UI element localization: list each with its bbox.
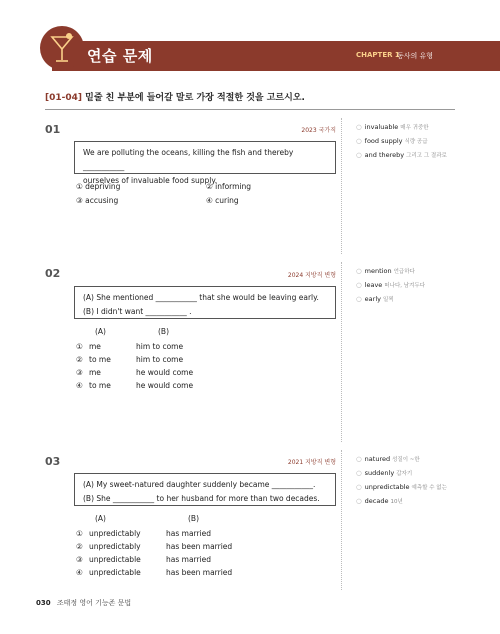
book-title: 조태정 영어 기능존 문법 (56, 599, 132, 607)
choice-b: he would come (136, 368, 194, 377)
chapter-title: 동사의 유형 (397, 52, 434, 60)
instruction-text: 밑줄 친 부분에 들어갈 말로 가장 적절한 것을 고르시오. (85, 93, 305, 103)
question-number: 03 (45, 455, 61, 468)
question-line: (A) She mentioned ___________ that she would be leaving early. (83, 293, 319, 302)
choice-number[interactable]: ③ (76, 368, 83, 377)
question-box (74, 141, 336, 185)
cocktail-glass-icon (49, 31, 75, 65)
chapter-label: CHAPTER 1 (356, 51, 400, 59)
choice-b: him to come (136, 342, 184, 351)
choice-3[interactable]: ③ accusing (76, 196, 119, 205)
choice-number[interactable]: ② (76, 355, 83, 364)
choice-a: to me (89, 355, 111, 364)
page-header (0, 0, 500, 80)
choice-number[interactable]: ③ (76, 555, 83, 564)
choice-b: has married (166, 529, 212, 538)
choice-b: has been married (166, 542, 233, 551)
question-source: 2023 국가직 (301, 127, 336, 134)
choice-number[interactable]: ④ (76, 381, 83, 390)
choice-a: me (89, 368, 101, 377)
vocab-item: ○ invaluable 매우 귀중한 (356, 123, 429, 131)
choice-1[interactable]: ① depriving (76, 182, 121, 191)
choice-number[interactable]: ① (76, 342, 83, 351)
question-number: 02 (45, 267, 61, 280)
side-rule (341, 262, 342, 442)
question-line: (A) My sweet-natured daughter suddenly became ___________. (83, 480, 316, 489)
vocab-item: ○ natured 성질이 ~한 (356, 455, 420, 463)
choice-number[interactable]: ② (76, 542, 83, 551)
choice-b: has married (166, 555, 212, 564)
choice-b: him to come (136, 355, 184, 364)
side-rule (341, 450, 342, 590)
instruction (45, 90, 305, 103)
page-title: 연습 문제 (87, 47, 153, 65)
question-box (74, 286, 336, 319)
column-header-a: (A) (95, 514, 106, 523)
question-source: 2021 지방직 변형 (287, 459, 336, 466)
vocab-list (356, 121, 447, 163)
vocab-list (356, 453, 447, 509)
choice-a: unpredictable (89, 568, 141, 577)
choice-a: unpredictably (89, 529, 141, 538)
choice-4[interactable]: ④ curing (206, 196, 239, 205)
choice-b: he would come (136, 381, 194, 390)
question-box (74, 473, 336, 506)
choice-2[interactable]: ② informing (206, 182, 252, 191)
vocab-item: ○ decade 10년 (356, 497, 403, 505)
vocab-item: ○ suddenly 갑자기 (356, 469, 413, 477)
vocab-item: ○ unpredictable 예측할 수 없는 (356, 483, 447, 491)
vocab-list (356, 265, 425, 307)
vocab-item: ○ food supply 식량 공급 (356, 137, 428, 145)
choice-number[interactable]: ④ (76, 568, 83, 577)
vocab-item: ○ mention 언급하다 (356, 267, 415, 275)
choice-b: has been married (166, 568, 233, 577)
choice-a: me (89, 342, 101, 351)
question-number: 01 (45, 123, 61, 136)
vocab-item: ○ early 일찍 (356, 295, 394, 303)
question-source: 2024 지방직 변형 (287, 272, 336, 279)
page-footer (36, 598, 131, 608)
choice-a: unpredictable (89, 555, 141, 564)
instruction-range: [01-04] (45, 93, 83, 103)
column-header-a: (A) (95, 327, 106, 336)
choice-number[interactable]: ① (76, 529, 83, 538)
vocab-item: ○ leave 떠나다, 남겨두다 (356, 281, 426, 289)
column-header-b: (B) (158, 327, 169, 336)
question-line: (B) She ___________ to her husband for more than two decades. (83, 494, 320, 503)
choice-a: to me (89, 381, 111, 390)
page-number: 030 (36, 599, 51, 607)
divider (45, 109, 455, 110)
question-line: We are polluting the oceans, killing the fish and thereby ___________ (83, 148, 294, 171)
question-line: ourselves of invaluable food supply. (83, 176, 218, 185)
choice-a: unpredictably (89, 542, 141, 551)
vocab-item: ○ and thereby 그리고 그 결과로 (356, 151, 447, 159)
column-header-b: (B) (188, 514, 199, 523)
side-rule (341, 118, 342, 254)
question-line: (B) I didn't want ___________ . (83, 307, 192, 316)
